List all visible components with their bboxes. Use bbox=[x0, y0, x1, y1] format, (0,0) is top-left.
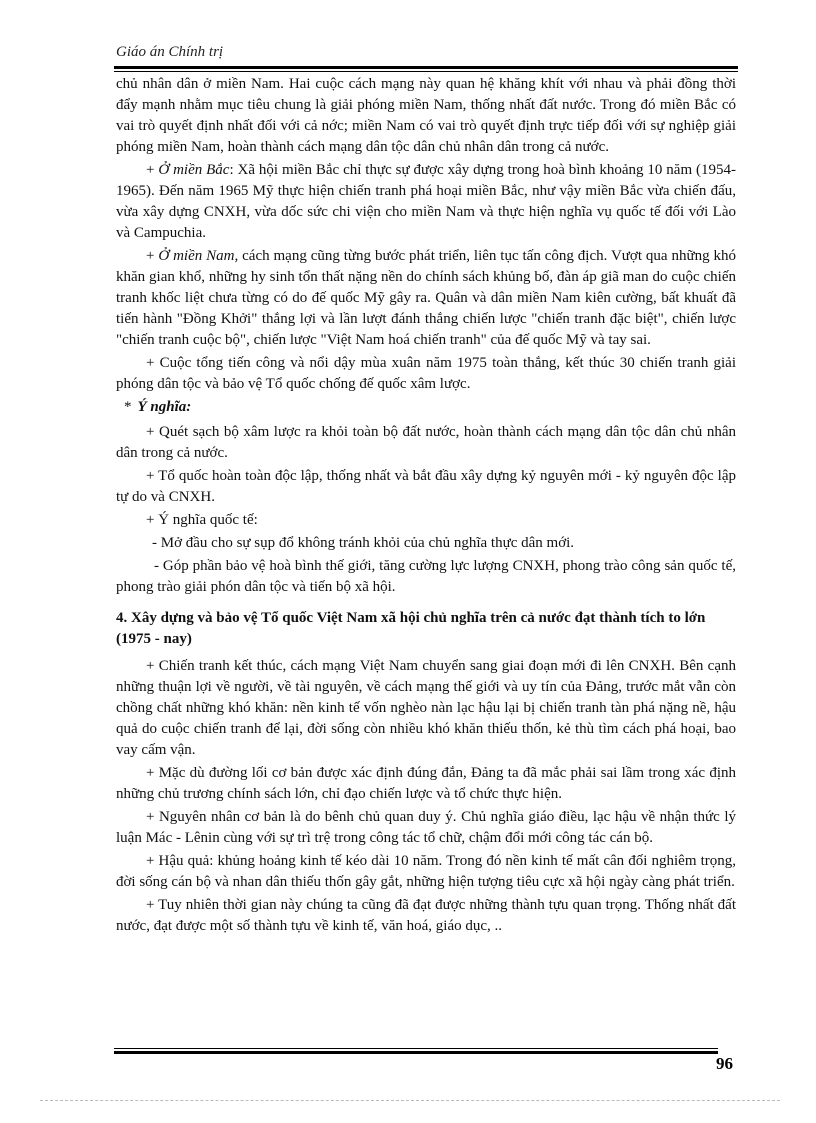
significance-heading bbox=[116, 397, 736, 418]
footer-rule bbox=[114, 1048, 718, 1054]
paragraph-south: + Ở miền Nam, cách mạng cũng từng bước phát triển, liên tục tấn công địch. Vượt qua những khó khăn gian khổ, những hy sinh tổn thất nặng nền do chính sách khủng bố, đàn áp giã man do cuộc chiến tranh khốc liệt chưa từng có do đế quốc Mỹ gây ra. Quân và dân miền Nam kiên cường, bất khuất đã tiến hành "Đồng Khởi" thắng lợi và lần lượt đánh thắng chiến lược "chiến tranh đặc biệt", chiến lược "chiến tranh cuộc bộ", chiến lược "Việt Nam hoá chiến tranh" của đế quốc Mỹ và tay sai. bbox=[116, 248, 737, 348]
significance-label: Ý nghĩa: bbox=[137, 399, 192, 415]
paragraph: + Mặc dù đường lối cơ bản được xác định đúng đắn, Đảng ta đã mắc phải sai lầm trong xác định những chủ trương chính sách lớn, chỉ đạo chiến lược và tổ chức thực hiện. bbox=[116, 765, 736, 802]
list-item: + Tổ quốc hoàn toàn độc lập, thống nhất và bắt đầu xây dựng kỷ nguyên mới - kỷ nguyên độc lập tự do và CNXH. bbox=[116, 468, 736, 505]
paragraph-north: + Ở miền Bắc: Xã hội miền Bắc chỉ thực sự được xây dựng trong hoà bình khoảng 10 năm (1954-1965). Đến năm 1965 Mỹ thực hiện chiến tranh phá hoại miền Bắc, như vậy miền Bắc vừa chiến đấu, vừa xây dựng CNXH, vừa dốc sức chi viện cho miền Nam và thực hiện nghĩa vụ quốc tế đối với Lào và Campuchia. bbox=[116, 162, 737, 241]
south-label: Ở miền Nam, bbox=[158, 248, 239, 264]
section-heading: 4. Xây dựng và bảo vệ Tổ quốc Việt Nam xã hội chủ nghĩa trên cả nước đạt thành tích to lớn (1975 - nay) bbox=[116, 610, 706, 647]
paragraph: + Chiến tranh kết thúc, cách mạng Việt Nam chuyển sang giai đoạn mới đi lên CNXH. Bên cạnh những thuận lợi về người, về tài nguyên, về cách mạng thế giới và uy tín của Đảng, trước mắt vẫn còn chồng chất những khó khăn: nền kinh tế vốn nghèo nàn lạc hậu lại bị chiến tranh tàn phá nặng nề, hậu quả do cuộc chiến tranh để lại, đời sống còn nhiều khó khăn thiếu thốn, kẻ thù tìm cách phá hoại, bao vay cấm vận. bbox=[116, 658, 736, 758]
paragraph: + Tuy nhiên thời gian này chúng ta cũng đã đạt được những thành tựu quan trọng. Thống nhất đất nước, đạt được một số thành tựu về kinh tế, văn hoá, giáo dục, .. bbox=[116, 897, 736, 934]
north-text: : Xã hội miền Bắc chỉ thực sự được xây dựng trong hoà bình khoảng 10 năm (1954-1965). Đến năm 1965 Mỹ thực hiện chiến tranh phá hoại miền Bắc, như vậy miền Bắc vừa chiến đấu, vừa xây dựng CNXH, vừa dốc sức chi viện cho miền Nam và thực hiện nghĩa vụ quốc tế đối với Lào và Campuchia. bbox=[116, 162, 737, 241]
north-label: Ở miền Bắc bbox=[158, 162, 230, 178]
list-subitem: - Mở đầu cho sự sụp đổ không tránh khỏi của chủ nghĩa thực dân mới. bbox=[152, 535, 575, 551]
page-bottom-divider bbox=[40, 1100, 780, 1101]
page-body bbox=[116, 74, 736, 939]
asterisk-bullet-icon: * bbox=[124, 399, 132, 415]
paragraph: chủ nhân dân ở miền Nam. Hai cuộc cách mạng này quan hệ khăng khít với nhau và phải đồng thời đẩy mạnh nhằm mục tiêu chung là giải phóng miền Nam, thống nhất đất nước. Trong đó miền Bắc có vai trò quyết định nhất đối với cả nớc; miền Nam có vai trò quyết định trực tiếp đối với sự nghiệp giải phóng miền Nam, hoàn thành cách mạng dân tộc dân chủ nhân dân trong cả nước. bbox=[116, 76, 736, 155]
list-item: + Quét sạch bộ xâm lược ra khỏi toàn bộ đất nước, hoàn thành cách mạng dân tộc dân chủ nhân dân trong cả nước. bbox=[116, 424, 736, 461]
running-header: Giáo án Chính trị bbox=[116, 44, 224, 60]
paragraph: + Hậu quả: khủng hoảng kinh tế kéo dài 10 năm. Trong đó nền kinh tế mất cân đối nghiêm trọng, đời sống cán bộ và nhan dân thiếu thốn gây gắt, những hiện tượng tiêu cực xã hội ngày càng phát triển. bbox=[116, 853, 736, 890]
page-number: 96 bbox=[716, 1054, 733, 1073]
list-item: + Ý nghĩa quốc tế: bbox=[146, 512, 258, 528]
south-text: cách mạng cũng từng bước phát triển, liên tục tấn công địch. Vượt qua những khó khăn gian khổ, những hy sinh tổn thất nặng nền do chính sách khủng bố, đàn áp giã man do cuộc chiến tranh khốc liệt chưa từng có do đế quốc Mỹ gây ra. Quân và dân miền Nam kiên cường, bất khuất đã tiến hành "Đồng Khởi" thắng lợi và lần lượt đánh thắng chiến lược "chiến tranh đặc biệt", chiến lược "chiến tranh cuộc bộ", chiến lược "Việt Nam hoá chiến tranh" của đế quốc Mỹ và tay sai. bbox=[116, 248, 737, 348]
header-rule bbox=[114, 66, 738, 72]
list-subitem: - Góp phần bảo vệ hoà bình thế giới, tăng cường lực lượng CNXH, phong trào công sản quốc tế, phong trào giải phón dân tộc và tiến bộ xã hội. bbox=[116, 558, 736, 595]
paragraph: + Cuộc tổng tiến công và nổi dậy mùa xuân năm 1975 toàn thắng, kết thúc 30 chiến tranh giải phóng dân tộc và bảo vệ Tổ quốc chống đế quốc xâm lược. bbox=[116, 355, 736, 392]
paragraph: + Nguyên nhân cơ bản là do bênh chủ quan duy ý. Chủ nghĩa giáo điều, lạc hậu về nhận thức lý luận Mác - Lênin cùng với sự trì trệ trong công tác tổ chữ, chậm đổi mới công tác cán bộ. bbox=[116, 809, 736, 846]
